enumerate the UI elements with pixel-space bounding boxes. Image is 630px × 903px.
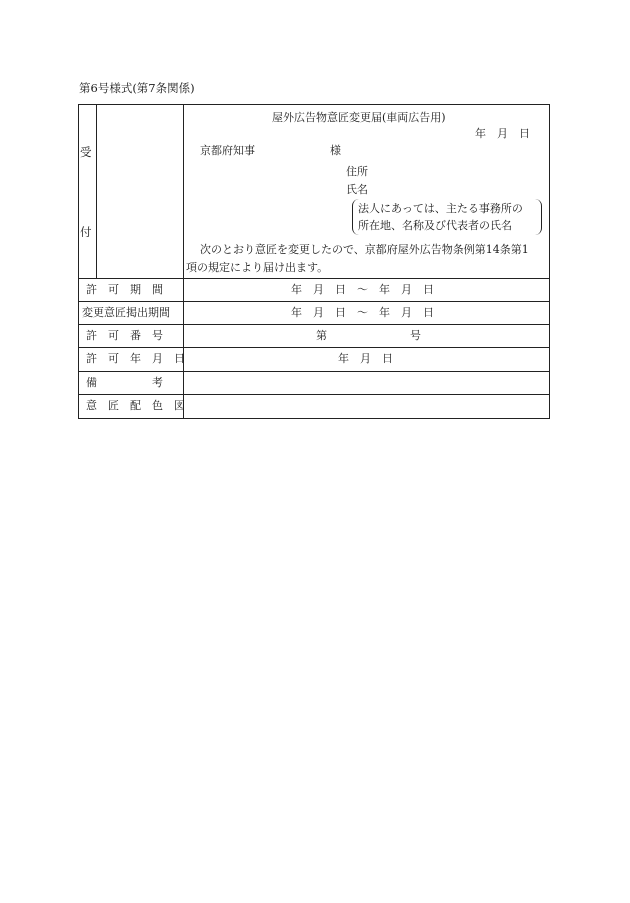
reception-column-divider [96,104,97,278]
permit-number-suffix: 号 [410,329,421,342]
corporation-note-line-2: 所在地、名称及び代表者の氏名 [358,219,512,232]
row-label-remarks: 備 考 [86,376,163,389]
addressee-honorific: 様 [330,144,341,157]
notice-date: 年 月 日 [475,127,530,140]
table-border-top [78,104,550,105]
reception-char-1: 受 [80,145,92,159]
permit-date-value: 年 月 日 [338,352,393,365]
row-label-permit-period: 許 可 期 間 [86,283,163,296]
reception-char-2: 付 [80,225,92,239]
row-divider [78,301,550,302]
notice-title: 屋外広告物意匠変更届(車両広告用) [272,111,446,124]
corporation-note-line-1: 法人にあっては、主たる事務所の [358,202,523,215]
address-label: 住所 [346,165,368,178]
row-divider [78,278,550,279]
permit-number-prefix: 第 [316,329,327,342]
changed-design-period-value: 年 月 日 ～ 年 月 日 [291,306,434,319]
addressee: 京都府知事 [200,144,255,157]
permit-period-value: 年 月 日 ～ 年 月 日 [291,283,434,296]
notice-body-line-1: 次のとおり意匠を変更したので、京都府屋外広告物条例第14条第1 [200,243,529,256]
row-divider [78,394,550,395]
name-label: 氏名 [346,183,368,196]
row-divider [78,347,550,348]
row-label-permit-number: 許 可 番 号 [86,329,163,342]
row-label-changed-design-period: 変更意匠掲出期間 [82,306,170,319]
row-label-permit-date: 許 可 年 月 日 [86,352,185,365]
row-label-design-color-diagram: 意 匠 配 色 図 [86,399,185,412]
table-border-bottom [78,418,550,419]
form-number-label: 第6号様式(第7条関係) [79,81,195,95]
notice-body-line-2: 項の規定により届け出ます。 [186,261,329,274]
row-divider [78,371,550,372]
row-divider [78,324,550,325]
